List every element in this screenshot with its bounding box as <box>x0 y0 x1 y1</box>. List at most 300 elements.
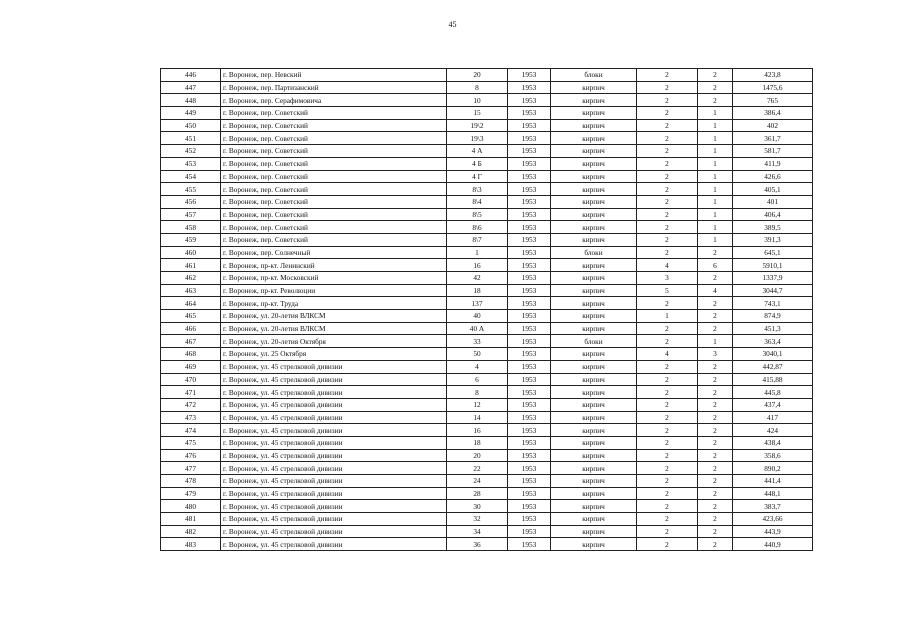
area-cell: 3040,1 <box>733 348 813 361</box>
address-cell: г. Воронеж, ул. 45 стрелковой дивизии <box>221 411 447 424</box>
entrances-cell: 2 <box>698 424 733 437</box>
house-number-cell: 34 <box>447 525 508 538</box>
table-row <box>161 145 813 158</box>
entrances-cell: 1 <box>698 208 733 221</box>
table-row <box>161 335 813 348</box>
floors-cell: 2 <box>637 538 698 551</box>
entrances-cell: 1 <box>698 145 733 158</box>
year-built-cell: 1953 <box>508 449 551 462</box>
address-cell: г. Воронеж, ул. 45 стрелковой дивизии <box>221 462 447 475</box>
row-number-cell: 467 <box>161 335 221 348</box>
floors-cell: 2 <box>637 170 698 183</box>
row-number-cell: 449 <box>161 107 221 120</box>
address-cell: г. Воронеж, ул. 45 стрелковой дивизии <box>221 525 447 538</box>
floors-cell: 2 <box>637 183 698 196</box>
floors-cell: 2 <box>637 335 698 348</box>
entrances-cell: 2 <box>698 322 733 335</box>
house-number-cell: 40 А <box>447 322 508 335</box>
table-row <box>161 513 813 526</box>
table-row <box>161 424 813 437</box>
housing-registry-table <box>160 68 813 551</box>
entrances-cell: 1 <box>698 170 733 183</box>
house-number-cell: 8\4 <box>447 195 508 208</box>
address-cell: г. Воронеж, ул. 45 стрелковой дивизии <box>221 373 447 386</box>
year-built-cell: 1953 <box>508 246 551 259</box>
entrances-cell: 1 <box>698 335 733 348</box>
area-cell: 402 <box>733 119 813 132</box>
row-number-cell: 452 <box>161 145 221 158</box>
house-number-cell: 15 <box>447 107 508 120</box>
address-cell: г. Воронеж, пер. Советский <box>221 119 447 132</box>
year-built-cell: 1953 <box>508 310 551 323</box>
table-row <box>161 195 813 208</box>
house-number-cell: 8\7 <box>447 233 508 246</box>
house-number-cell: 4 Г <box>447 170 508 183</box>
wall-material-cell: кирпич <box>551 398 637 411</box>
area-cell: 441,4 <box>733 475 813 488</box>
entrances-cell: 2 <box>698 487 733 500</box>
area-cell: 386,4 <box>733 107 813 120</box>
entrances-cell: 3 <box>698 348 733 361</box>
house-number-cell: 19\2 <box>447 119 508 132</box>
entrances-cell: 2 <box>698 398 733 411</box>
table-row <box>161 360 813 373</box>
area-cell: 5910,1 <box>733 259 813 272</box>
wall-material-cell: кирпич <box>551 411 637 424</box>
year-built-cell: 1953 <box>508 487 551 500</box>
house-number-cell: 42 <box>447 272 508 285</box>
entrances-cell: 2 <box>698 310 733 323</box>
table-row <box>161 462 813 475</box>
table-row <box>161 373 813 386</box>
wall-material-cell: кирпич <box>551 145 637 158</box>
floors-cell: 2 <box>637 513 698 526</box>
area-cell: 411,9 <box>733 157 813 170</box>
row-number-cell: 451 <box>161 132 221 145</box>
entrances-cell: 1 <box>698 157 733 170</box>
row-number-cell: 478 <box>161 475 221 488</box>
table-row <box>161 69 813 82</box>
table-row <box>161 233 813 246</box>
wall-material-cell: кирпич <box>551 487 637 500</box>
area-cell: 406,4 <box>733 208 813 221</box>
address-cell: г. Воронеж, пер. Советский <box>221 183 447 196</box>
area-cell: 401 <box>733 195 813 208</box>
area-cell: 874,9 <box>733 310 813 323</box>
address-cell: г. Воронеж, ул. 25 Октября <box>221 348 447 361</box>
address-cell: г. Воронеж, пер. Советский <box>221 208 447 221</box>
address-cell: г. Воронеж, пер. Советский <box>221 145 447 158</box>
address-cell: г. Воронеж, пер. Солнечный <box>221 246 447 259</box>
wall-material-cell: кирпич <box>551 449 637 462</box>
year-built-cell: 1953 <box>508 322 551 335</box>
row-number-cell: 454 <box>161 170 221 183</box>
entrances-cell: 2 <box>698 449 733 462</box>
entrances-cell: 2 <box>698 475 733 488</box>
year-built-cell: 1953 <box>508 132 551 145</box>
address-cell: г. Воронеж, пр-кт. Революции <box>221 284 447 297</box>
wall-material-cell: кирпич <box>551 436 637 449</box>
year-built-cell: 1953 <box>508 348 551 361</box>
row-number-cell: 472 <box>161 398 221 411</box>
area-cell: 440,9 <box>733 538 813 551</box>
year-built-cell: 1953 <box>508 436 551 449</box>
wall-material-cell: кирпич <box>551 500 637 513</box>
wall-material-cell: кирпич <box>551 310 637 323</box>
row-number-cell: 448 <box>161 94 221 107</box>
entrances-cell: 2 <box>698 69 733 82</box>
row-number-cell: 483 <box>161 538 221 551</box>
address-cell: г. Воронеж, ул. 20-летия ВЛКСМ <box>221 310 447 323</box>
floors-cell: 2 <box>637 221 698 234</box>
house-number-cell: 18 <box>447 436 508 449</box>
floors-cell: 2 <box>637 360 698 373</box>
house-number-cell: 1 <box>447 246 508 259</box>
row-number-cell: 462 <box>161 272 221 285</box>
floors-cell: 2 <box>637 487 698 500</box>
floors-cell: 2 <box>637 208 698 221</box>
area-cell: 405,1 <box>733 183 813 196</box>
floors-cell: 2 <box>637 107 698 120</box>
year-built-cell: 1953 <box>508 475 551 488</box>
address-cell: г. Воронеж, пр-кт. Труда <box>221 297 447 310</box>
entrances-cell: 2 <box>698 538 733 551</box>
house-number-cell: 16 <box>447 259 508 272</box>
entrances-cell: 1 <box>698 107 733 120</box>
house-number-cell: 137 <box>447 297 508 310</box>
year-built-cell: 1953 <box>508 297 551 310</box>
table-row <box>161 500 813 513</box>
address-cell: г. Воронеж, пер. Невский <box>221 69 447 82</box>
table-row <box>161 119 813 132</box>
address-cell: г. Воронеж, ул. 45 стрелковой дивизии <box>221 360 447 373</box>
year-built-cell: 1953 <box>508 94 551 107</box>
wall-material-cell: кирпич <box>551 157 637 170</box>
year-built-cell: 1953 <box>508 183 551 196</box>
floors-cell: 2 <box>637 94 698 107</box>
area-cell: 443,9 <box>733 525 813 538</box>
floors-cell: 2 <box>637 157 698 170</box>
entrances-cell: 2 <box>698 436 733 449</box>
wall-material-cell: кирпич <box>551 132 637 145</box>
address-cell: г. Воронеж, ул. 45 стрелковой дивизии <box>221 398 447 411</box>
floors-cell: 2 <box>637 436 698 449</box>
year-built-cell: 1953 <box>508 107 551 120</box>
page-number: 45 <box>448 20 457 29</box>
floors-cell: 4 <box>637 348 698 361</box>
year-built-cell: 1953 <box>508 500 551 513</box>
area-cell: 581,7 <box>733 145 813 158</box>
year-built-cell: 1953 <box>508 360 551 373</box>
house-number-cell: 14 <box>447 411 508 424</box>
area-cell: 417 <box>733 411 813 424</box>
table-row <box>161 411 813 424</box>
wall-material-cell: кирпич <box>551 107 637 120</box>
house-number-cell: 33 <box>447 335 508 348</box>
row-number-cell: 470 <box>161 373 221 386</box>
table-row <box>161 246 813 259</box>
house-number-cell: 36 <box>447 538 508 551</box>
area-cell: 424 <box>733 424 813 437</box>
address-cell: г. Воронеж, ул. 20-летия Октября <box>221 335 447 348</box>
floors-cell: 2 <box>637 132 698 145</box>
address-cell: г. Воронеж, пер. Советский <box>221 170 447 183</box>
address-cell: г. Воронеж, пер. Советский <box>221 132 447 145</box>
address-cell: г. Воронеж, ул. 45 стрелковой дивизии <box>221 487 447 500</box>
row-number-cell: 463 <box>161 284 221 297</box>
table-row <box>161 81 813 94</box>
area-cell: 3044,7 <box>733 284 813 297</box>
wall-material-cell: блоки <box>551 335 637 348</box>
table-row <box>161 475 813 488</box>
row-number-cell: 480 <box>161 500 221 513</box>
floors-cell: 5 <box>637 284 698 297</box>
address-cell: г. Воронеж, пр-кт. Ленинский <box>221 259 447 272</box>
table-row <box>161 132 813 145</box>
row-number-cell: 464 <box>161 297 221 310</box>
floors-cell: 2 <box>637 475 698 488</box>
row-number-cell: 479 <box>161 487 221 500</box>
floors-cell: 2 <box>637 373 698 386</box>
year-built-cell: 1953 <box>508 195 551 208</box>
address-cell: г. Воронеж, ул. 20-летия ВЛКСМ <box>221 322 447 335</box>
entrances-cell: 2 <box>698 386 733 399</box>
area-cell: 438,4 <box>733 436 813 449</box>
area-cell: 1475,6 <box>733 81 813 94</box>
house-number-cell: 18 <box>447 284 508 297</box>
house-number-cell: 8 <box>447 81 508 94</box>
year-built-cell: 1953 <box>508 157 551 170</box>
wall-material-cell: кирпич <box>551 284 637 297</box>
address-cell: г. Воронеж, пер. Серафимовича <box>221 94 447 107</box>
year-built-cell: 1953 <box>508 398 551 411</box>
wall-material-cell: кирпич <box>551 373 637 386</box>
wall-material-cell: кирпич <box>551 208 637 221</box>
floors-cell: 2 <box>637 500 698 513</box>
address-cell: г. Воронеж, ул. 45 стрелковой дивизии <box>221 513 447 526</box>
floors-cell: 2 <box>637 246 698 259</box>
address-cell: г. Воронеж, пер. Советский <box>221 233 447 246</box>
entrances-cell: 6 <box>698 259 733 272</box>
wall-material-cell: кирпич <box>551 297 637 310</box>
floors-cell: 2 <box>637 424 698 437</box>
address-cell: г. Воронеж, ул. 45 стрелковой дивизии <box>221 538 447 551</box>
entrances-cell: 2 <box>698 411 733 424</box>
area-cell: 451,3 <box>733 322 813 335</box>
row-number-cell: 446 <box>161 69 221 82</box>
table-row <box>161 208 813 221</box>
wall-material-cell: кирпич <box>551 386 637 399</box>
wall-material-cell: кирпич <box>551 170 637 183</box>
address-cell: г. Воронеж, пер. Советский <box>221 221 447 234</box>
entrances-cell: 2 <box>698 462 733 475</box>
address-cell: г. Воронеж, ул. 45 стрелковой дивизии <box>221 475 447 488</box>
wall-material-cell: кирпич <box>551 94 637 107</box>
area-cell: 1337,9 <box>733 272 813 285</box>
row-number-cell: 465 <box>161 310 221 323</box>
house-number-cell: 12 <box>447 398 508 411</box>
wall-material-cell: кирпич <box>551 348 637 361</box>
address-cell: г. Воронеж, ул. 45 стрелковой дивизии <box>221 386 447 399</box>
row-number-cell: 455 <box>161 183 221 196</box>
row-number-cell: 474 <box>161 424 221 437</box>
wall-material-cell: кирпич <box>551 475 637 488</box>
entrances-cell: 2 <box>698 500 733 513</box>
row-number-cell: 475 <box>161 436 221 449</box>
house-number-cell: 32 <box>447 513 508 526</box>
year-built-cell: 1953 <box>508 462 551 475</box>
house-number-cell: 28 <box>447 487 508 500</box>
year-built-cell: 1953 <box>508 538 551 551</box>
address-cell: г. Воронеж, ул. 45 стрелковой дивизии <box>221 436 447 449</box>
table-row <box>161 94 813 107</box>
year-built-cell: 1953 <box>508 272 551 285</box>
entrances-cell: 2 <box>698 272 733 285</box>
house-number-cell: 40 <box>447 310 508 323</box>
floors-cell: 2 <box>637 322 698 335</box>
area-cell: 426,6 <box>733 170 813 183</box>
wall-material-cell: кирпич <box>551 221 637 234</box>
row-number-cell: 457 <box>161 208 221 221</box>
wall-material-cell: кирпич <box>551 272 637 285</box>
area-cell: 765 <box>733 94 813 107</box>
year-built-cell: 1953 <box>508 208 551 221</box>
row-number-cell: 458 <box>161 221 221 234</box>
row-number-cell: 447 <box>161 81 221 94</box>
floors-cell: 2 <box>637 386 698 399</box>
year-built-cell: 1953 <box>508 386 551 399</box>
row-number-cell: 460 <box>161 246 221 259</box>
year-built-cell: 1953 <box>508 284 551 297</box>
row-number-cell: 468 <box>161 348 221 361</box>
area-cell: 358,6 <box>733 449 813 462</box>
house-number-cell: 4 <box>447 360 508 373</box>
wall-material-cell: кирпич <box>551 424 637 437</box>
table-row <box>161 183 813 196</box>
table-row <box>161 170 813 183</box>
table-row <box>161 386 813 399</box>
wall-material-cell: кирпич <box>551 462 637 475</box>
entrances-cell: 1 <box>698 195 733 208</box>
year-built-cell: 1953 <box>508 221 551 234</box>
table-row <box>161 487 813 500</box>
house-number-cell: 19\3 <box>447 132 508 145</box>
floors-cell: 2 <box>637 449 698 462</box>
address-cell: г. Воронеж, пер. Партизанский <box>221 81 447 94</box>
row-number-cell: 459 <box>161 233 221 246</box>
year-built-cell: 1953 <box>508 525 551 538</box>
year-built-cell: 1953 <box>508 335 551 348</box>
entrances-cell: 1 <box>698 132 733 145</box>
area-cell: 743,1 <box>733 297 813 310</box>
area-cell: 391,3 <box>733 233 813 246</box>
floors-cell: 2 <box>637 398 698 411</box>
table-row <box>161 259 813 272</box>
floors-cell: 2 <box>637 195 698 208</box>
table-row <box>161 322 813 335</box>
year-built-cell: 1953 <box>508 259 551 272</box>
wall-material-cell: кирпич <box>551 538 637 551</box>
house-number-cell: 24 <box>447 475 508 488</box>
area-cell: 423,66 <box>733 513 813 526</box>
table-row <box>161 272 813 285</box>
address-cell: г. Воронеж, пер. Советский <box>221 157 447 170</box>
table-row <box>161 538 813 551</box>
address-cell: г. Воронеж, пер. Советский <box>221 107 447 120</box>
table-row <box>161 284 813 297</box>
wall-material-cell: кирпич <box>551 322 637 335</box>
area-cell: 445,8 <box>733 386 813 399</box>
table-row <box>161 107 813 120</box>
wall-material-cell: кирпич <box>551 183 637 196</box>
entrances-cell: 2 <box>698 81 733 94</box>
area-cell: 890,2 <box>733 462 813 475</box>
house-number-cell: 20 <box>447 449 508 462</box>
house-number-cell: 16 <box>447 424 508 437</box>
address-cell: г. Воронеж, ул. 45 стрелковой дивизии <box>221 449 447 462</box>
house-number-cell: 4 Б <box>447 157 508 170</box>
house-number-cell: 8 <box>447 386 508 399</box>
wall-material-cell: блоки <box>551 246 637 259</box>
row-number-cell: 466 <box>161 322 221 335</box>
row-number-cell: 450 <box>161 119 221 132</box>
table-row <box>161 436 813 449</box>
floors-cell: 2 <box>637 119 698 132</box>
area-cell: 389,5 <box>733 221 813 234</box>
entrances-cell: 2 <box>698 373 733 386</box>
wall-material-cell: кирпич <box>551 119 637 132</box>
house-number-cell: 6 <box>447 373 508 386</box>
entrances-cell: 2 <box>698 360 733 373</box>
entrances-cell: 2 <box>698 246 733 259</box>
house-number-cell: 8\5 <box>447 208 508 221</box>
wall-material-cell: блоки <box>551 69 637 82</box>
address-cell: г. Воронеж, ул. 45 стрелковой дивизии <box>221 500 447 513</box>
entrances-cell: 2 <box>698 513 733 526</box>
area-cell: 363,4 <box>733 335 813 348</box>
floors-cell: 2 <box>637 297 698 310</box>
entrances-cell: 1 <box>698 119 733 132</box>
table-row <box>161 525 813 538</box>
floors-cell: 2 <box>637 145 698 158</box>
house-number-cell: 22 <box>447 462 508 475</box>
table-row <box>161 348 813 361</box>
house-number-cell: 50 <box>447 348 508 361</box>
entrances-cell: 2 <box>698 297 733 310</box>
table-row <box>161 449 813 462</box>
year-built-cell: 1953 <box>508 411 551 424</box>
area-cell: 423,8 <box>733 69 813 82</box>
area-cell: 442,87 <box>733 360 813 373</box>
table-row <box>161 297 813 310</box>
entrances-cell: 1 <box>698 183 733 196</box>
row-number-cell: 476 <box>161 449 221 462</box>
table-row <box>161 157 813 170</box>
house-number-cell: 10 <box>447 94 508 107</box>
year-built-cell: 1953 <box>508 170 551 183</box>
table-row <box>161 221 813 234</box>
wall-material-cell: кирпич <box>551 513 637 526</box>
row-number-cell: 461 <box>161 259 221 272</box>
floors-cell: 1 <box>637 310 698 323</box>
wall-material-cell: кирпич <box>551 360 637 373</box>
house-number-cell: 30 <box>447 500 508 513</box>
floors-cell: 2 <box>637 411 698 424</box>
row-number-cell: 482 <box>161 525 221 538</box>
area-cell: 361,7 <box>733 132 813 145</box>
wall-material-cell: кирпич <box>551 233 637 246</box>
floors-cell: 2 <box>637 233 698 246</box>
